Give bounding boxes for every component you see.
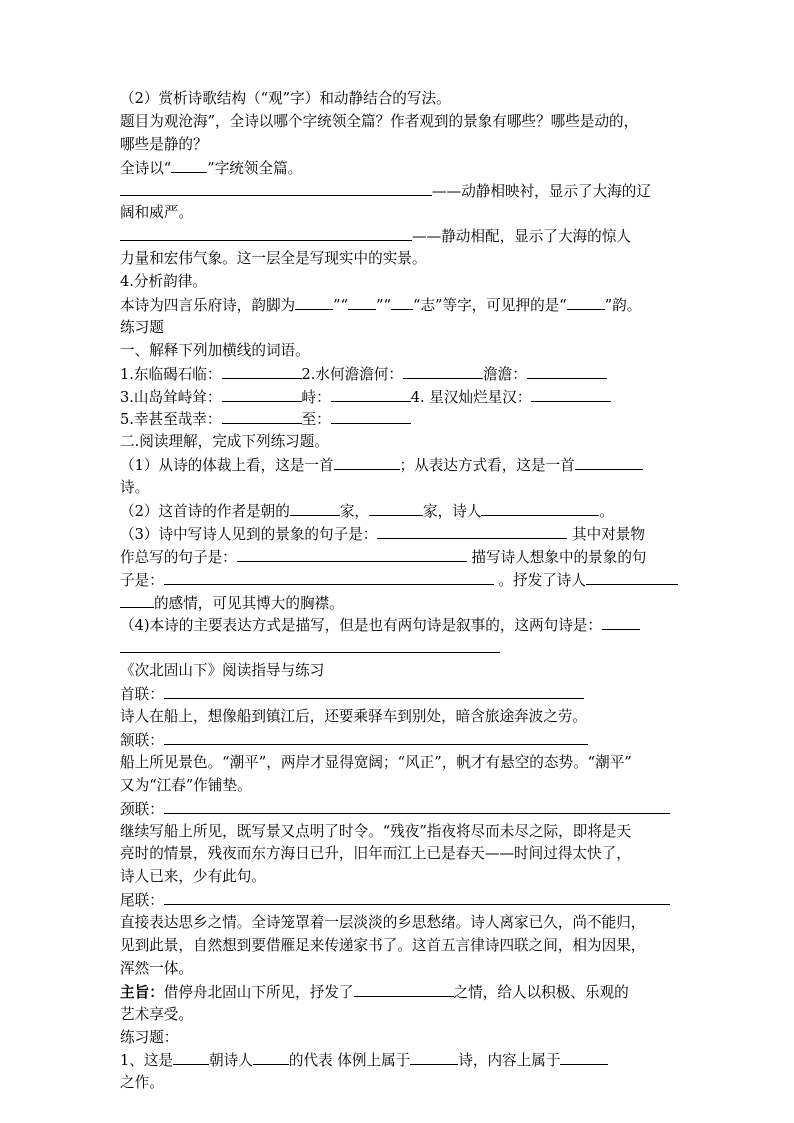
text-segment: （2）赏析诗歌结构（“观”字）和动静结合的写法。 — [120, 90, 451, 107]
text-line — [120, 431, 676, 454]
text-segment: 诗，内容上属于 — [458, 1052, 561, 1070]
answer-blank[interactable] — [560, 1049, 608, 1065]
answer-blank[interactable] — [222, 363, 302, 379]
answer-blank[interactable] — [348, 294, 376, 310]
text-segment: 艺术享受。 — [120, 1005, 193, 1023]
text-segment: 借停舟北固山下所见，抒发了 — [163, 983, 354, 1001]
text-segment: ”“ — [376, 297, 391, 315]
text-line — [120, 294, 676, 317]
text-line — [120, 202, 676, 225]
text-line — [120, 660, 676, 683]
answer-blank[interactable] — [403, 363, 483, 379]
text-segment: 至： — [301, 411, 331, 429]
text-line — [120, 866, 676, 889]
text-segment: ——动静相映衬，显示了大海的辽 — [432, 182, 651, 200]
text-segment: 描写诗人想象中的景象的句 — [466, 548, 647, 566]
text-segment: 二.阅读理解，完成下列练习题。 — [120, 433, 329, 451]
answer-blank[interactable] — [237, 546, 467, 562]
text-line — [120, 821, 676, 844]
text-segment: 2.水何澹澹何： — [301, 365, 403, 383]
text-segment: 朝诗人 — [209, 1052, 253, 1070]
answer-blank[interactable] — [290, 500, 340, 516]
answer-blank[interactable] — [164, 729, 588, 745]
text-line — [120, 912, 676, 935]
answer-blank[interactable] — [253, 1049, 289, 1065]
text-line — [120, 225, 676, 248]
text-line — [120, 134, 676, 157]
answer-blank[interactable] — [171, 157, 207, 173]
text-segment: 直接表达思乡之情。全诗笼罩着一层淡淡的乡思愁绪。诗人离家已久，尚不能归， — [120, 914, 646, 932]
text-segment: 家，诗人 — [423, 503, 482, 521]
text-segment: 继续写船上所见，既写景又点明了时令。“残夜”指夜将尽而未尽之际，即将是天 — [120, 822, 632, 840]
text-segment: 澹澹： — [483, 365, 527, 383]
text-segment: 峙： — [301, 388, 331, 406]
answer-blank[interactable] — [120, 180, 432, 196]
answer-blank[interactable] — [222, 408, 302, 424]
text-line — [120, 843, 676, 866]
text-segment: 3.山岛耸峙耸： — [120, 388, 222, 406]
text-segment: 家， — [339, 503, 370, 521]
text-line — [120, 683, 676, 706]
bold-label: 主旨： — [120, 983, 164, 1001]
text-line — [120, 477, 676, 500]
answer-blank[interactable] — [575, 454, 643, 470]
text-segment: （4)本诗的主要表达方式是描写，但是也有两句诗是叙事的，这两句诗是： — [120, 617, 602, 635]
text-segment: （2）这首诗的作者是朝的 — [120, 503, 290, 521]
text-line — [120, 1049, 676, 1072]
text-line — [120, 889, 676, 912]
text-segment: 之作。 — [120, 1074, 164, 1092]
answer-blank[interactable] — [567, 294, 605, 310]
text-segment: 练习题 — [120, 318, 164, 336]
text-segment: 阔和威严。 — [120, 204, 193, 222]
text-segment: 练习题： — [120, 1028, 179, 1046]
text-line — [120, 958, 676, 981]
text-segment: 4. 星汉灿烂星汉： — [410, 388, 532, 406]
text-segment: 其中对景物 — [567, 525, 645, 543]
text-line — [120, 592, 676, 615]
text-segment: 。抒发了诗人 — [493, 571, 586, 589]
text-segment: 1、这是 — [120, 1052, 174, 1070]
text-line — [120, 386, 676, 409]
answer-blank[interactable] — [354, 981, 454, 997]
answer-blank[interactable] — [164, 889, 670, 905]
answer-blank[interactable] — [377, 523, 567, 539]
text-segment: ”字统领全篇。 — [207, 159, 303, 177]
text-line — [120, 935, 676, 958]
answer-blank[interactable] — [164, 569, 494, 585]
text-line — [120, 1004, 676, 1027]
answer-blank[interactable] — [481, 500, 599, 516]
text-line — [120, 88, 676, 111]
text-segment: 1.东临碣石临： — [120, 365, 222, 383]
text-segment: （3）诗中写诗人见到的景象的句子是： — [120, 525, 378, 543]
answer-blank[interactable] — [331, 408, 411, 424]
text-segment: 题目为观沧海”，全诗以哪个字统领全篇？作者观到的景象有哪些？哪些是动的， — [120, 112, 639, 130]
text-segment: 诗人在船上，想像船到镇江后，还要乘驿车到别处，暗含旅途奔波之劳。 — [120, 708, 588, 726]
text-line — [120, 408, 676, 431]
text-segment: 船上所见景色。“潮平”，两岸才显得宽阔；“风正”，帆才有悬空的态势。“潮平” — [120, 753, 632, 771]
text-segment: 力量和宏伟气象。这一层全是写现实中的实景。 — [120, 250, 427, 268]
text-line — [120, 523, 676, 546]
answer-blank[interactable] — [369, 500, 423, 516]
text-line — [120, 157, 676, 180]
text-segment: 本诗为四言乐府诗，韵脚为 — [120, 297, 296, 315]
text-segment: ——静动相配，显示了大海的惊人 — [412, 228, 631, 246]
answer-blank[interactable] — [410, 1049, 458, 1065]
answer-blank[interactable] — [527, 363, 607, 379]
text-segment: 的感情，可见其博大的胸襟。 — [154, 594, 344, 612]
answer-blank[interactable] — [120, 225, 412, 241]
text-segment: 全诗以“ — [120, 159, 172, 177]
answer-blank[interactable] — [164, 683, 584, 699]
text-line — [120, 180, 676, 203]
text-segment: 4.分析韵律。 — [120, 273, 207, 291]
text-line — [120, 271, 676, 294]
text-segment: 颈联： — [120, 800, 164, 818]
text-line — [120, 569, 676, 592]
text-segment: 尾联： — [120, 892, 164, 910]
text-segment: ”韵。 — [604, 297, 642, 315]
text-line — [120, 752, 676, 775]
text-segment: 作总写的句子是： — [120, 548, 237, 566]
answer-blank[interactable] — [531, 386, 611, 402]
answer-blank[interactable] — [295, 294, 333, 310]
text-line — [120, 546, 676, 569]
text-segment: 颔联： — [120, 731, 164, 749]
text-line — [120, 500, 676, 523]
answer-blank[interactable] — [173, 1049, 209, 1065]
text-line — [120, 706, 676, 729]
text-line — [120, 1072, 676, 1095]
text-line — [120, 454, 676, 477]
text-segment: （1）从诗的体裁上看，这是一首 — [120, 457, 334, 475]
answer-blank[interactable] — [391, 294, 413, 310]
text-segment: “志”等字，可见押的是“ — [412, 297, 567, 315]
answer-blank[interactable] — [120, 592, 154, 608]
text-segment: 亮时的情景，残夜而东方海日已升，旧年而江上已是春天——时间过得太快了， — [120, 845, 631, 863]
text-segment: 。 — [599, 503, 615, 521]
text-segment: 5.幸甚至哉幸： — [120, 411, 222, 429]
answer-blank[interactable] — [120, 637, 500, 653]
text-line — [120, 317, 676, 340]
text-line — [120, 248, 676, 271]
text-segment: 的代表 体例上属于 — [288, 1052, 411, 1070]
text-line — [120, 637, 676, 660]
text-segment: ”“ — [333, 297, 349, 315]
text-line — [120, 729, 676, 752]
answer-blank[interactable] — [331, 386, 411, 402]
answer-blank[interactable] — [334, 454, 400, 470]
document-page — [120, 88, 676, 1095]
text-line — [120, 340, 676, 363]
text-line — [120, 775, 676, 798]
text-segment: 浑然一体。 — [120, 959, 193, 977]
answer-blank[interactable] — [602, 614, 640, 630]
text-line — [120, 798, 676, 821]
text-segment: 哪些是静的？ — [120, 135, 208, 153]
answer-blank[interactable] — [222, 386, 302, 402]
text-segment: ；从表达方式看，这是一首 — [399, 457, 575, 475]
text-segment: 一、解释下列加横线的词语。 — [120, 341, 310, 359]
text-segment: 首联： — [120, 686, 164, 704]
answer-blank[interactable] — [164, 798, 670, 814]
text-line — [120, 363, 676, 386]
text-line — [120, 111, 676, 134]
text-segment: 见到此景，自然想到要借雁足来传递家书了。这首五言律诗四联之间，相为因果， — [120, 936, 646, 954]
text-segment: 《次北固山下》阅读指导与练习 — [120, 662, 325, 680]
text-line — [120, 614, 676, 637]
text-segment: 又为“江春”作铺垫。 — [120, 776, 252, 794]
text-segment: 诗人已来，少有此句。 — [120, 868, 266, 886]
answer-blank[interactable] — [586, 569, 678, 585]
text-line — [120, 1027, 676, 1050]
text-line — [120, 981, 676, 1004]
text-segment: 子是： — [120, 571, 164, 589]
text-segment: 诗。 — [120, 479, 150, 497]
text-segment: 之情，给人以积极、乐观的 — [453, 983, 629, 1001]
